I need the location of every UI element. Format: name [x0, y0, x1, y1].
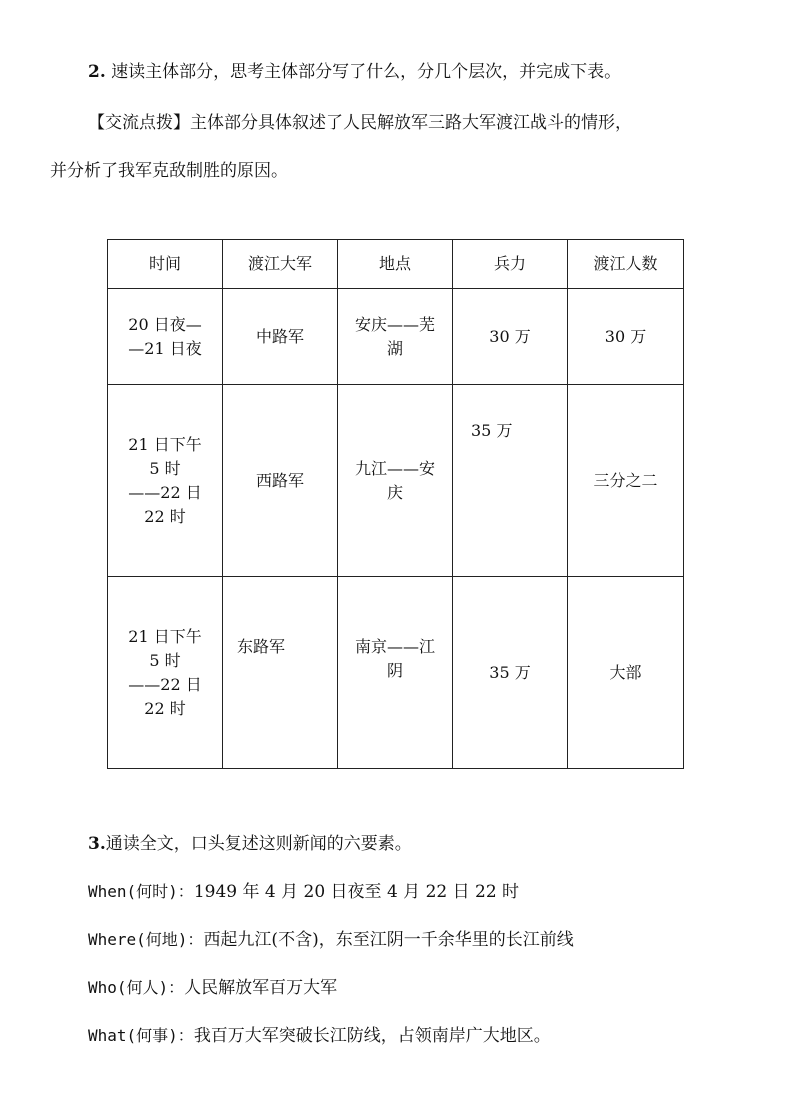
element-what — [88, 1024, 551, 1048]
header-time: 时间 — [108, 240, 223, 289]
section3-question — [88, 832, 412, 856]
cell-time: 21 日下午 5 时 ——22 日 22 时 — [108, 385, 223, 577]
cell-army: 东路军 — [223, 577, 338, 769]
when-label: When(何时)： — [88, 882, 194, 901]
cell-count: 三分之二 — [568, 385, 684, 577]
cell-count: 30 万 — [568, 289, 684, 385]
table-row — [108, 577, 684, 769]
crossing-table — [107, 239, 684, 769]
tip-line-2: 并分析了我军克敌制胜的原因。 — [50, 161, 288, 181]
table-row — [108, 385, 684, 577]
table-row — [108, 289, 684, 385]
section2-question — [88, 60, 621, 84]
cell-force: 35 万 — [453, 385, 568, 577]
where-value: 西起九江(不含)，东至江阴一千余华里的长江前线 — [203, 930, 574, 950]
cell-army: 中路军 — [223, 289, 338, 385]
header-count: 渡江人数 — [568, 240, 684, 289]
cell-time: 21 日下午 5 时 ——22 日 22 时 — [108, 577, 223, 769]
what-value: 我百万大军突破长江防线，占领南岸广大地区。 — [193, 1026, 551, 1046]
element-where — [88, 928, 574, 952]
section3-number: 3. — [88, 834, 106, 854]
table-header-row — [108, 240, 684, 289]
who-value: 人民解放军百万大军 — [184, 978, 338, 998]
what-label: What(何事)： — [88, 1026, 194, 1045]
tip-text-1: 主体部分具体叙述了人民解放军三路大军渡江战斗的情形， — [190, 113, 632, 133]
cell-count: 大部 — [568, 577, 684, 769]
cell-force: 30 万 — [453, 289, 568, 385]
when-value: 1949 年 4 月 20 日夜至 4 月 22 日 22 时 — [193, 882, 520, 902]
cell-place: 安庆——芜 湖 — [338, 289, 453, 385]
cell-place: 南京——江 阴 — [338, 577, 453, 769]
section2-text: 速读主体部分，思考主体部分写了什么，分几个层次，并完成下表。 — [111, 62, 622, 82]
cell-force: 35 万 — [453, 577, 568, 769]
header-army: 渡江大军 — [223, 240, 338, 289]
section3-text: 通读全文，口头复述这则新闻的六要素。 — [105, 834, 412, 854]
cell-time: 20 日夜— —21 日夜 — [108, 289, 223, 385]
element-when — [88, 880, 519, 904]
tip-bracket: 【交流点拨】 — [88, 113, 190, 133]
tip-line-1 — [88, 111, 632, 135]
cell-army: 西路军 — [223, 385, 338, 577]
header-force: 兵力 — [453, 240, 568, 289]
where-label: Where(何地)： — [88, 930, 204, 949]
header-place: 地点 — [338, 240, 453, 289]
element-who — [88, 976, 337, 1000]
who-label: Who(何人)： — [88, 978, 185, 997]
section2-number: 2. — [88, 62, 106, 82]
cell-place: 九江——安 庆 — [338, 385, 453, 577]
